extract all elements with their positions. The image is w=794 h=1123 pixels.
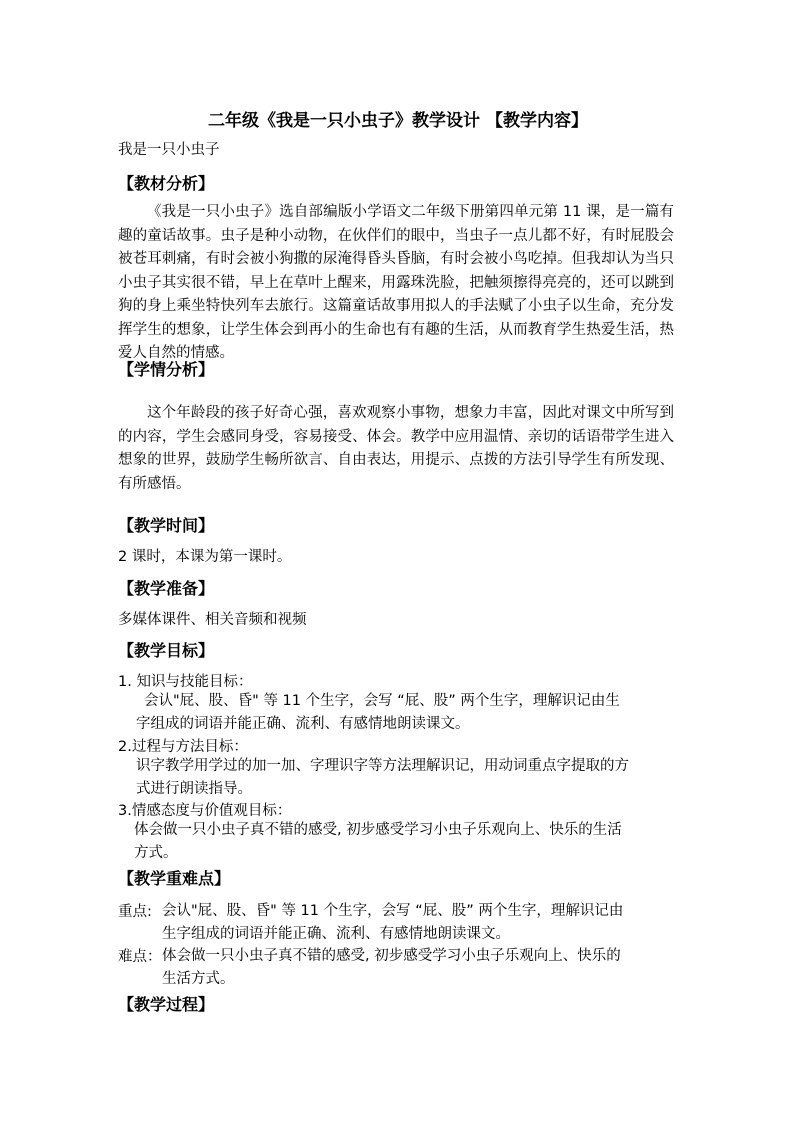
heading-teaching-process: 【教学过程】 bbox=[118, 995, 215, 1014]
difficulty-label: 难点： bbox=[118, 949, 162, 965]
difficulty-body bbox=[162, 945, 621, 991]
learner-analysis-text: 这个年龄段的孩子好奇心强，喜欢观察小事物，想象力丰富，因此对课文中所写到的内容，学生会感同身受，容易接受、体会。教学中应用温情、亲切的话语带学生进入想象的世界，鼓励学生畅所欲言、自由表达，用提示、点拨的方法引导学生有所发现、有所感悟。 bbox=[118, 405, 674, 492]
heading-key-points: 【教学重难点】 bbox=[118, 869, 231, 888]
key-point-line-2: 生字组成的词语并能正确、流利、有感情地朗读课文。 bbox=[162, 926, 510, 942]
heading-teaching-prep: 【教学准备】 bbox=[118, 579, 215, 598]
heading-material-analysis: 【教材分析】 bbox=[118, 174, 215, 193]
heading-learner-analysis: 【学情分析】 bbox=[118, 360, 215, 379]
key-point-body bbox=[162, 900, 623, 946]
goal-3-body bbox=[134, 819, 622, 865]
teaching-prep-text: 多媒体课件、相关音频和视频 bbox=[118, 612, 307, 628]
key-point-line-1: 会认"屁、股、昏" 等 11 个生字，会写 “屁、股” 两个生字，理解识记由 bbox=[162, 903, 624, 919]
goal-2-line-1: 识字教学用学过的加一加、字理识字等方法理解识记，用动词重点字提取的方 bbox=[136, 758, 629, 774]
document-title: 二年级《我是一只小虫子》教学设计 【教学内容】 bbox=[208, 111, 588, 131]
goal-2-body bbox=[136, 755, 629, 801]
goal-3-line-2: 方式。 bbox=[134, 845, 178, 861]
difficulty-line-2: 生活方式。 bbox=[162, 971, 235, 987]
goal-1-line-1: 会认"屁、股、昏" 等 11 个生字，会写 “屁、股” 两个生字，理解识记由生 bbox=[144, 693, 620, 709]
goal-3-line-1: 体会做一只小虫子真不错的感受, 初步感受学习小虫子乐观向上、快乐的生活 bbox=[134, 822, 622, 838]
goal-2-line-2: 式进行朗读指导。 bbox=[136, 781, 252, 797]
goal-1-body bbox=[136, 690, 620, 736]
heading-teaching-goals: 【教学目标】 bbox=[118, 641, 215, 660]
goal-1-line-2: 字组成的词语并能正确、流利、有感情地朗读课文。 bbox=[136, 716, 470, 732]
goal-2-label: 2.过程与方法目标： bbox=[118, 739, 248, 755]
heading-teaching-time: 【教学时间】 bbox=[118, 516, 215, 535]
material-analysis-text: 《我是一只小虫子》选自部编版小学语文二年级下册第四单元第 11 课，是一篇有趣的童话故事。虫子是种小动物，在伙伴们的眼中，当虫子一点儿都不好，有时屁股会被苍耳刺痛，有时会被小狗撒的尿淹得昏头昏脑，有时会被小鸟吃掉。但我却认为当只小虫子其实很不错，早上在草叶上醒来，用露珠洗脸，把触须擦得亮亮的，还可以跳到狗的身上乘坐特快列车去旅行。这篇童话故事用拟人的手法赋了小虫子以生命，充分发挥学生的想象，让学生体会到再小的生命也有有趣的生活，从而教育学生热爱生活，热爱人自然的情感。 bbox=[118, 204, 674, 361]
teaching-time-text: 2 课时，本课为第一课时。 bbox=[118, 549, 292, 565]
goal-1-label: 1. 知识与技能目标： bbox=[118, 674, 253, 690]
key-point-label: 重点: bbox=[118, 904, 152, 920]
content-line: 我是一只小虫子 bbox=[118, 142, 220, 158]
difficulty-line-1: 体会做一只小虫子真不错的感受, 初步感受学习小虫子乐观向上、快乐的 bbox=[162, 948, 621, 964]
goal-3-label: 3.情感态度与价值观目标： bbox=[118, 803, 292, 819]
